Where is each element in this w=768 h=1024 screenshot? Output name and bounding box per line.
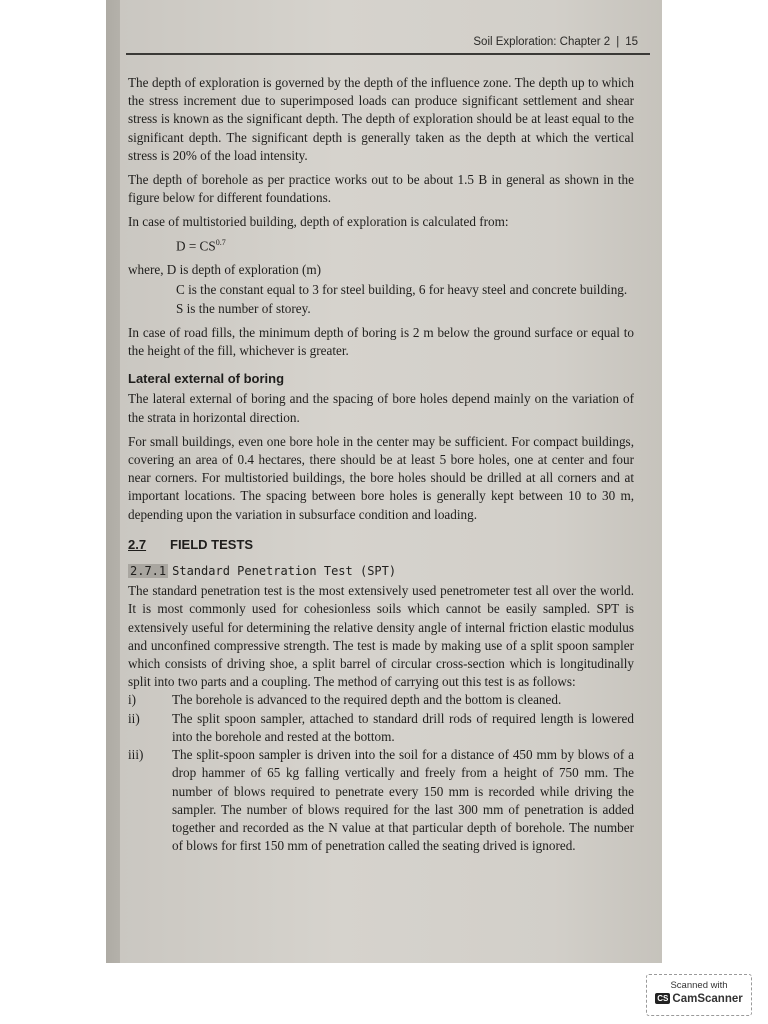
paragraph-lateral: The lateral external of boring and the spacing of bore holes depend mainly on the variation of the strata in horizontal direction.: [128, 391, 634, 425]
list-marker: i): [128, 692, 137, 708]
where-line: where, D is depth of exploration (m): [128, 262, 321, 278]
list-text: The borehole is advanced to the required depth and the bottom is cleaned.: [172, 692, 562, 708]
book-page: [120, 0, 662, 963]
paragraph-bore-spacing: For small buildings, even one bore hole in the center may be sufficient. For compact buildings, covering an area of 0.4 hectares, there should be at least 5 bore holes, one at center and four near corners. For multistoried buildings, the bore holes should be drilled at all corners and at important locations. The spacing between bore holes is generally kept between 10 to 30 m, depending upon the variation in subsurface condition and loading.: [128, 433, 634, 522]
paragraph-multistoried: In case of multistoried building, depth of exploration is calculated from:: [128, 214, 509, 230]
formula-base: D = CS: [176, 238, 216, 254]
section-heading: [128, 536, 634, 554]
subsection-heading: [128, 562, 634, 580]
paragraph-road-fills: In case of road fills, the minimum depth of boring is 2 m below the ground surface or equal to the height of the fill, whichever is greater.: [128, 324, 634, 359]
running-header: [120, 36, 638, 48]
section-title: FIELD TESTS: [170, 536, 254, 552]
camscanner-watermark: [646, 974, 752, 1016]
section-number: 2.7: [128, 536, 147, 552]
paragraph-borehole-depth: The depth of borehole as per practice works out to be about 1.5 B in general as shown in the figure below for different foundations.: [128, 172, 634, 206]
formula: [128, 234, 634, 256]
lateral-heading: Lateral external of boring: [128, 371, 285, 387]
subsection-title: Standard Penetration Test (SPT): [172, 564, 397, 579]
formula-exponent: 0.7: [215, 237, 226, 247]
list-item: [128, 691, 634, 709]
list-item: [128, 710, 634, 746]
s-definition: S is the number of storey.: [176, 300, 311, 316]
header-separator: |: [616, 36, 620, 48]
spt-steps: [128, 691, 634, 855]
list-text: The split-spoon sampler is driven into the soil for a distance of 450 mm by blows of a drop hammer of 65 kg falling vertically and freely from a height of 750 mm. The number of blows required to penetrate every 150 mm is recorded while driving the sampler. The number of blows required for the last 300 mm of penetration is added together and recorded as the N value at that particular depth of borehole. The number of blows for first 150 mm of penetration called the seating drived is ignored.: [172, 747, 634, 854]
header-rule: [126, 53, 650, 55]
list-item: [128, 746, 634, 855]
subsection-number: 2.7.1: [130, 564, 167, 579]
chapter-title: Soil Exploration: Chapter 2: [473, 36, 611, 48]
paragraph-spt: The standard penetration test is the most extensively used penetrometer test all over the world. It is most commonly used for cohesionless soils which cannot be easily sampled. SPT is extensively useful for determining the relative density angle of internal friction elastic modulus and unconfined compressive strength. The test is made by making use of a split spoon sampler which consists of driving shoe, a split barrel of circular cross-section which is longitudinally split into two parts and a coupling. The method of carrying out this test is as follows:: [128, 583, 634, 690]
watermark-brand-name: CamScanner: [672, 993, 743, 1005]
c-definition: C is the constant equal to 3 for steel building, 6 for heavy steel and concrete building.: [176, 282, 628, 298]
camscanner-logo-icon: CS: [657, 994, 669, 1003]
list-marker: iii): [128, 747, 144, 763]
paragraph-significant-depth: The depth of exploration is governed by the depth of the influence zone. The depth up to which the stress increment due to superimposed loads can produce significant settlement and shear stress is known as the significant depth. The depth of exploration should be at least equal to the significant depth. The significant depth is generally taken as the depth at which the vertical stress is 20% of the load intensity.: [128, 75, 634, 163]
page-body: [128, 74, 634, 855]
watermark-brand: [647, 993, 751, 1005]
page-number: 15: [625, 36, 638, 48]
list-marker: ii): [128, 710, 140, 726]
list-text: The split spoon sampler, attached to standard drill rods of required length is lowered into the borehole and rested at the bottom.: [172, 710, 634, 744]
watermark-caption: Scanned with: [670, 980, 728, 991]
scanned-photo: [106, 0, 662, 963]
